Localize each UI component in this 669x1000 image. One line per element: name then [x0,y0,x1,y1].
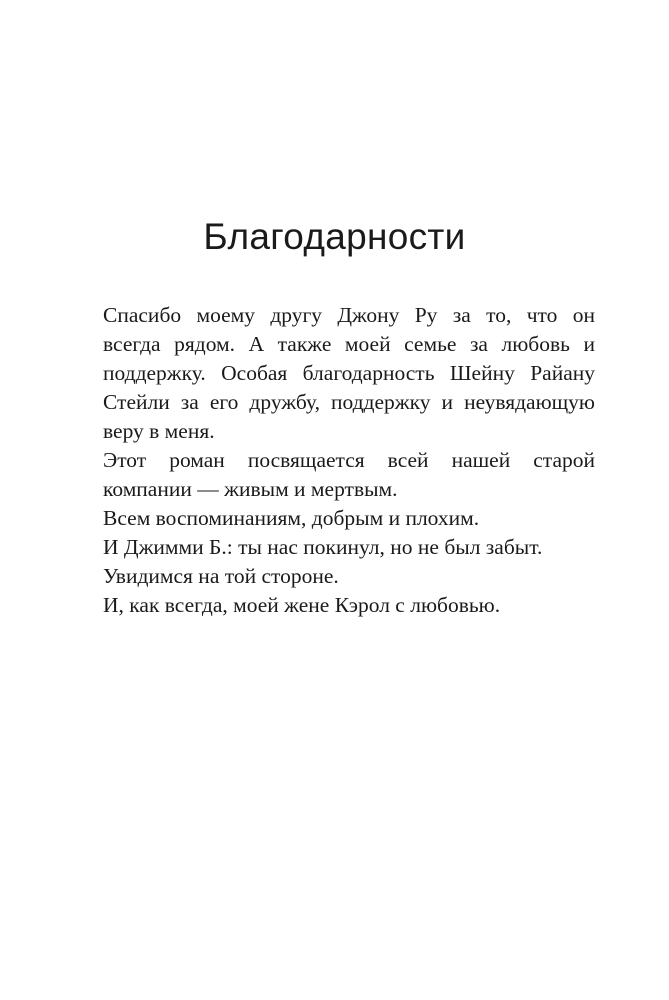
paragraph-3 [103,504,595,533]
text-line: Всем воспоминаниям, добрым и плохим. [103,506,480,530]
text-line: компании — живым и мертвым. [103,477,398,501]
page-title: Благодарности [203,216,466,257]
paragraph-4 [103,533,595,562]
text-line: всегда рядом. А также моей семье за любовь и [103,332,595,356]
paragraph-6 [103,591,595,620]
paragraph-1 [103,301,595,446]
text-line: Спасибо моему другу Джону Ру за то, что он [103,303,595,327]
text-line: Этот роман посвящается всей нашей старой [103,448,595,472]
paragraph-5 [103,562,595,591]
text-line: Увидимся на той стороне. [103,564,339,588]
paragraph-2 [103,446,595,504]
text-line: И Джимми Б.: ты нас покинул, но не был забыт. [103,535,543,559]
acknowledgements-text [103,301,595,620]
text-line: Стейли за его дружбу, поддержку и неувядающую [103,390,595,414]
text-line: И, как всегда, моей жене Кэрол с любовью. [103,593,501,617]
text-line: поддержку. Особая благодарность Шейну Райану [103,361,595,385]
text-line: веру в меня. [103,419,215,443]
